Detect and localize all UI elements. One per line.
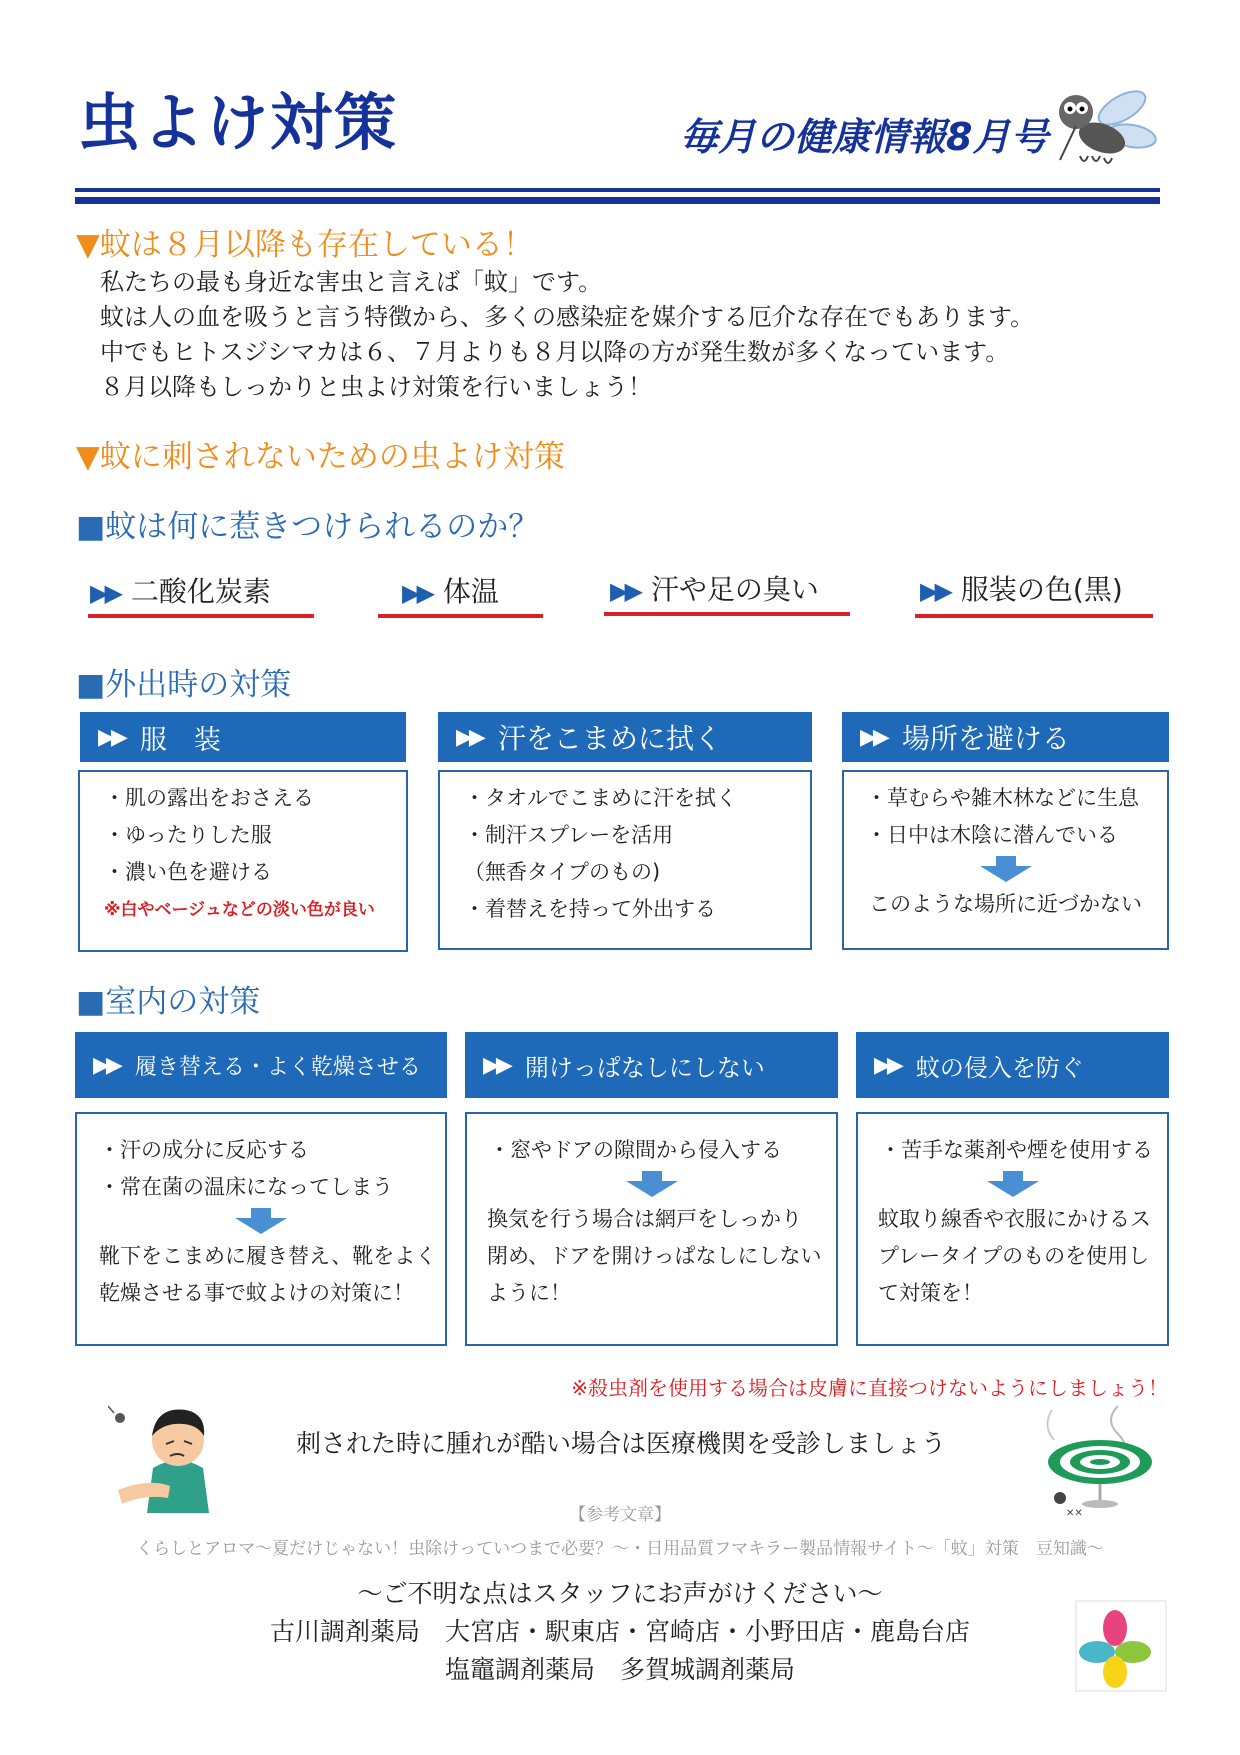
page-title: 虫よけ対策: [78, 86, 399, 159]
attractor-label: 二酸化炭素: [130, 575, 271, 608]
attractor-underline: [88, 614, 314, 618]
outdoor-heading: ■外出時の対策: [76, 667, 292, 703]
indoor-card-title: [75, 1032, 447, 1098]
insecticide-warning: ※殺虫剤を使用する場合は皮膚に直接つけないようにしましょう！: [571, 1376, 1168, 1400]
header-rule-thick: [75, 197, 1160, 204]
card-result-line: て対策を！: [878, 1281, 983, 1305]
outdoor-card-body: [438, 770, 812, 950]
card-line: ・着替えを持って外出する: [464, 897, 716, 921]
attractor-label: 汗や足の臭い: [650, 573, 819, 606]
double-arrow-icon: ▶▶: [483, 1052, 509, 1078]
intro-heading: ▼蚊は８月以降も存在している！: [76, 227, 534, 263]
card-line: ・制汗スプレーを活用: [464, 823, 674, 847]
outdoor-card-title: [438, 712, 812, 762]
card-line: （無香タイプのもの): [464, 860, 661, 884]
outdoor-card-title: [842, 712, 1169, 762]
card-title-text: 履き替える・よく乾燥させる: [134, 1054, 421, 1080]
mosquito-icon: [1040, 78, 1160, 178]
outdoor-card-title: [80, 712, 406, 762]
card-line: ・草むらや雑木林などに生息: [866, 786, 1139, 810]
attractor-underline: [378, 614, 543, 618]
attractor-underline: [915, 614, 1153, 618]
attractor-item: [402, 575, 499, 608]
card-title-text: 開けっぱなしにしない: [524, 1053, 765, 1082]
card-result-line: 閉め、ドアを開けっぱなしにしない: [487, 1244, 822, 1268]
references-text: くらしとアロマ～夏だけじゃない！虫除けっていつまで必要？～・日用品質フマキラー製品情報サイト～「蚊」対策 豆知識～: [136, 1539, 1104, 1559]
intro-line: 私たちの最も身近な害虫と言えば「蚊」です。: [100, 268, 603, 296]
indoor-card-body: [856, 1112, 1169, 1346]
indoor-card-body: [465, 1112, 838, 1346]
indoor-card-body: [75, 1112, 447, 1346]
itchy-boy-illustration: [108, 1398, 218, 1513]
attractor-item: [90, 575, 271, 608]
card-line: ・常在菌の温床になってしまう: [99, 1175, 393, 1199]
card-line: ・ゆったりした服: [104, 823, 272, 847]
issue-label: 毎月の健康情報8月号: [680, 115, 1049, 159]
card-line: ・苦手な薬剤や煙を使用する: [880, 1138, 1153, 1162]
card-note: ※白やベージュなどの淡い色が良い: [104, 900, 375, 920]
card-result: このような場所に近づかない: [869, 892, 1142, 916]
down-arrow-icon: [844, 856, 1167, 882]
down-arrow-icon: [858, 1171, 1167, 1197]
card-line: ・日中は木陰に潜んでいる: [866, 823, 1118, 847]
footer-contact: ～ご不明な点はスタッフにお声がけください～: [357, 1579, 883, 1608]
intro-line: 中でもヒトスジシマカは６、７月よりも８月以降の方が発生数が多くなっています。: [100, 338, 1010, 366]
card-result-line: プレータイプのものを使用し: [878, 1244, 1150, 1268]
prevention-heading: ▼蚊に刺されないための虫よけ対策: [76, 439, 565, 475]
attractor-label: 服装の色(黒): [960, 573, 1123, 606]
outdoor-card-body: [842, 770, 1169, 950]
references-label: 【参考文章】: [569, 1505, 671, 1525]
header-rule-thin: [75, 188, 1160, 192]
footer-pharmacies: 塩竈調剤薬局 多賀城調剤薬局: [444, 1655, 795, 1684]
card-result-line: ように！: [487, 1281, 571, 1305]
attractor-item: [610, 573, 819, 606]
card-line: ・濃い色を避ける: [104, 860, 272, 884]
double-arrow-icon: ▶▶: [90, 579, 119, 607]
indoor-card-title: [856, 1032, 1169, 1098]
down-arrow-icon: [467, 1171, 836, 1197]
indoor-heading: ■室内の対策: [76, 984, 261, 1020]
double-arrow-icon: ▶▶: [402, 579, 431, 607]
intro-body: [100, 265, 1034, 405]
card-title-text: 汗をこまめに拭く: [497, 722, 722, 755]
double-arrow-icon: ▶▶: [610, 577, 639, 605]
attractors-heading: ■蚊は何に惹きつけられるのか？: [76, 509, 540, 545]
card-result-line: 蚊取り線香や衣服にかけるス: [878, 1207, 1151, 1231]
card-title-text: 場所を避ける: [901, 722, 1070, 755]
indoor-card-title: [465, 1032, 838, 1098]
attractor-underline: [604, 612, 850, 616]
double-arrow-icon: ▶▶: [98, 724, 124, 750]
card-line: ・汗の成分に反応する: [99, 1138, 309, 1162]
down-arrow-icon: [77, 1208, 445, 1234]
svg-text:✕✕: ✕✕: [1066, 1508, 1083, 1518]
intro-line: 蚊は人の血を吸うと言う特徴から、多くの感染症を媒介する厄介な存在でもあります。: [100, 303, 1035, 331]
outdoor-card-body: [78, 770, 408, 952]
double-arrow-icon: ▶▶: [860, 724, 886, 750]
card-line: ・肌の露出をおさえる: [104, 786, 314, 810]
card-line: ・タオルでこまめに汗を拭く: [464, 786, 737, 810]
card-line: ・窓やドアの隙間から侵入する: [489, 1138, 782, 1162]
double-arrow-icon: ▶▶: [93, 1052, 119, 1078]
doctor-note: 刺された時に腫れが酷い場合は医療機関を受診しましょう: [296, 1429, 947, 1458]
card-result-line: 靴下をこまめに履き替え、靴をよく: [99, 1244, 437, 1268]
intro-line: ８月以降もしっかりと虫よけ対策を行いましょう！: [100, 373, 652, 401]
attractor-item: [920, 573, 1123, 606]
card-result-line: 乾燥させる事で蚊よけの対策に！: [99, 1281, 414, 1305]
card-title-text: 蚊の侵入を防ぐ: [915, 1053, 1084, 1082]
footer-branches: 古川調剤薬局 大宮店・駅東店・宮崎店・小野田店・鹿島台店: [269, 1617, 970, 1646]
double-arrow-icon: ▶▶: [874, 1052, 900, 1078]
double-arrow-icon: ▶▶: [456, 724, 482, 750]
card-title-text: 服 装: [139, 724, 221, 756]
pharmacy-logo: [1075, 1600, 1167, 1692]
card-result-line: 換気を行う場合は網戸をしっかり: [487, 1207, 802, 1231]
attractor-label: 体温: [442, 575, 499, 608]
double-arrow-icon: ▶▶: [920, 577, 949, 605]
